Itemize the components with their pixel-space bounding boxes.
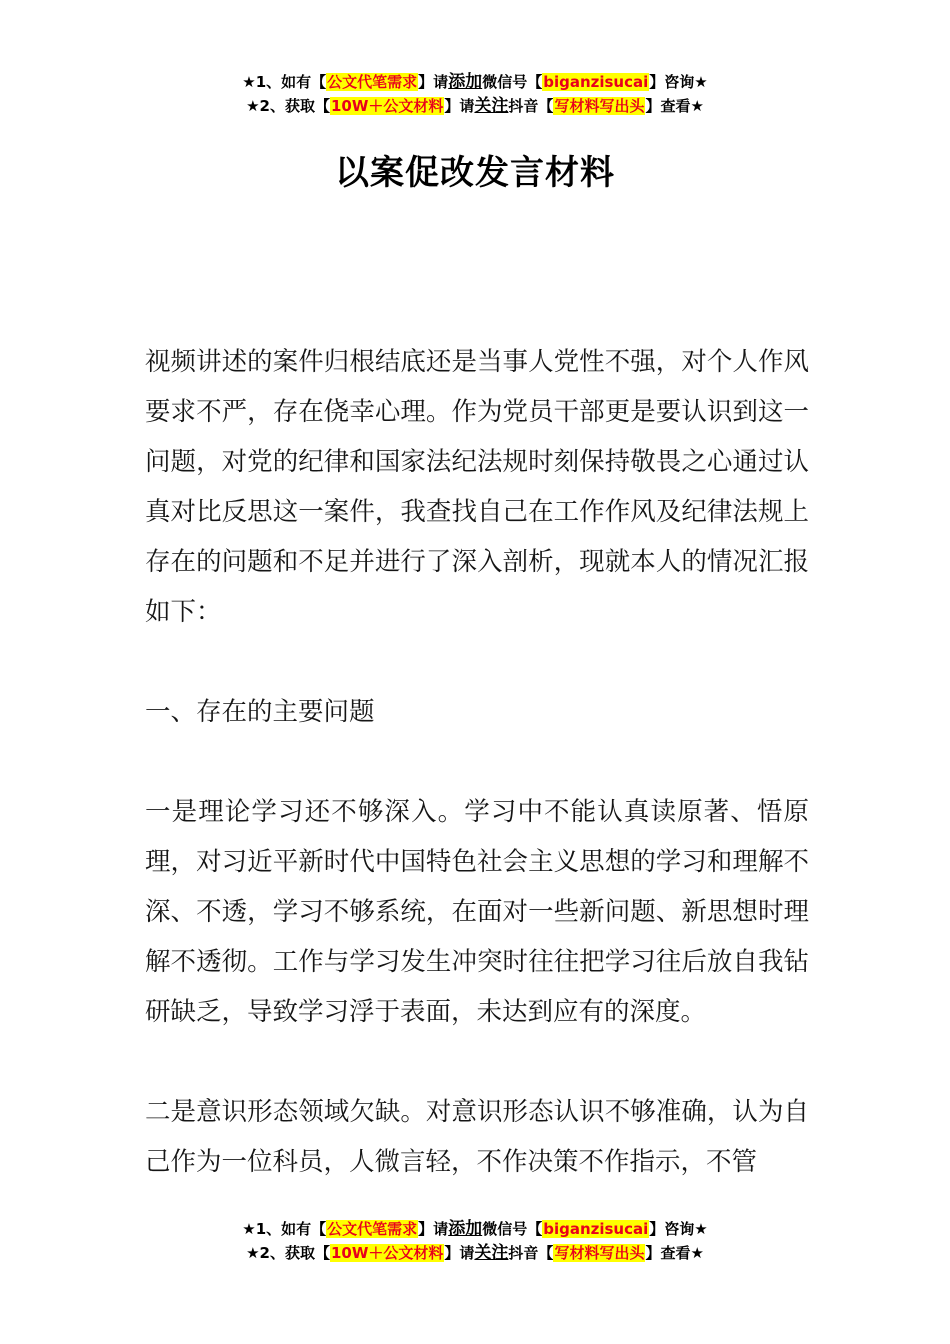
promo-text: ★2、获取【 [246,97,330,115]
promo-line-2 [0,94,950,118]
promo-banner-top [0,70,950,118]
promo-text: ★1、如有【 [242,1220,327,1238]
promo-text: ★1、如有【 [242,73,327,91]
body-paragraph: 二是意识形态领域欠缺。对意识形态认识不够准确，认为自己作为一位科员，人微言轻，不作决策不作指示，不管 [145,1097,809,1177]
promo-line-2 [0,1241,950,1265]
promo-emphasis: 添加 [448,1219,483,1239]
promo-text: 】咨询★ [649,73,708,91]
promo-text: 抖音【 [508,1244,554,1262]
document-title: 以案促改发言材料 [335,153,615,193]
promo-banner-bottom [0,1217,950,1265]
promo-text: 微信号【 [482,73,543,91]
promo-highlight: 公文代笔需求 [327,1220,418,1238]
promo-text: 】请 [418,73,449,91]
promo-highlight: biganzisucai [543,73,649,91]
promo-highlight: 10W＋公文材料 [330,1244,444,1262]
promo-highlight: 10W＋公文材料 [330,97,444,115]
promo-text: 】咨询★ [649,1220,708,1238]
document-body [145,337,809,1237]
body-paragraph: 一是理论学习还不够深入。学习中不能认真读原著、悟原理，对习近平新时代中国特色社会主义思想的学习和理解不深、不透，学习不够系统，在面对一些新问题、新思想时理解不透彻。工作与学习发生冲突时往往把学习往后放自我钻研缺乏，导致学习浮于表面，未达到应有的深度。 [145,797,809,1027]
promo-emphasis: 添加 [448,72,483,92]
promo-line-1 [0,70,950,94]
promo-emphasis: 关注 [474,96,509,116]
promo-highlight: 写材料写出头 [554,97,645,115]
promo-text: 】请 [418,1220,449,1238]
promo-text: 微信号【 [482,1220,543,1238]
promo-highlight: 公文代笔需求 [327,73,418,91]
promo-emphasis: 关注 [474,1243,509,1263]
promo-text: 】请 [444,97,475,115]
promo-text: 】请 [444,1244,475,1262]
promo-text: 】查看★ [645,1244,704,1262]
promo-highlight: biganzisucai [543,1220,649,1238]
section-heading: 一、存在的主要问题 [145,697,375,727]
promo-highlight: 写材料写出头 [554,1244,645,1262]
body-paragraph: 视频讲述的案件归根结底还是当事人党性不强，对个人作风要求不严，存在侥幸心理。作为党员干部更是要认识到这一问题，对党的纪律和国家法纪法规时刻保持敬畏之心通过认真对比反思这一案件，我查找自己在工作作风及纪律法规上存在的问题和不足并进行了深入剖析，现就本人的情况汇报如下： [145,347,809,627]
promo-line-1 [0,1217,950,1241]
promo-text: 抖音【 [508,97,554,115]
promo-text: 】查看★ [645,97,704,115]
promo-text: ★2、获取【 [246,1244,330,1262]
